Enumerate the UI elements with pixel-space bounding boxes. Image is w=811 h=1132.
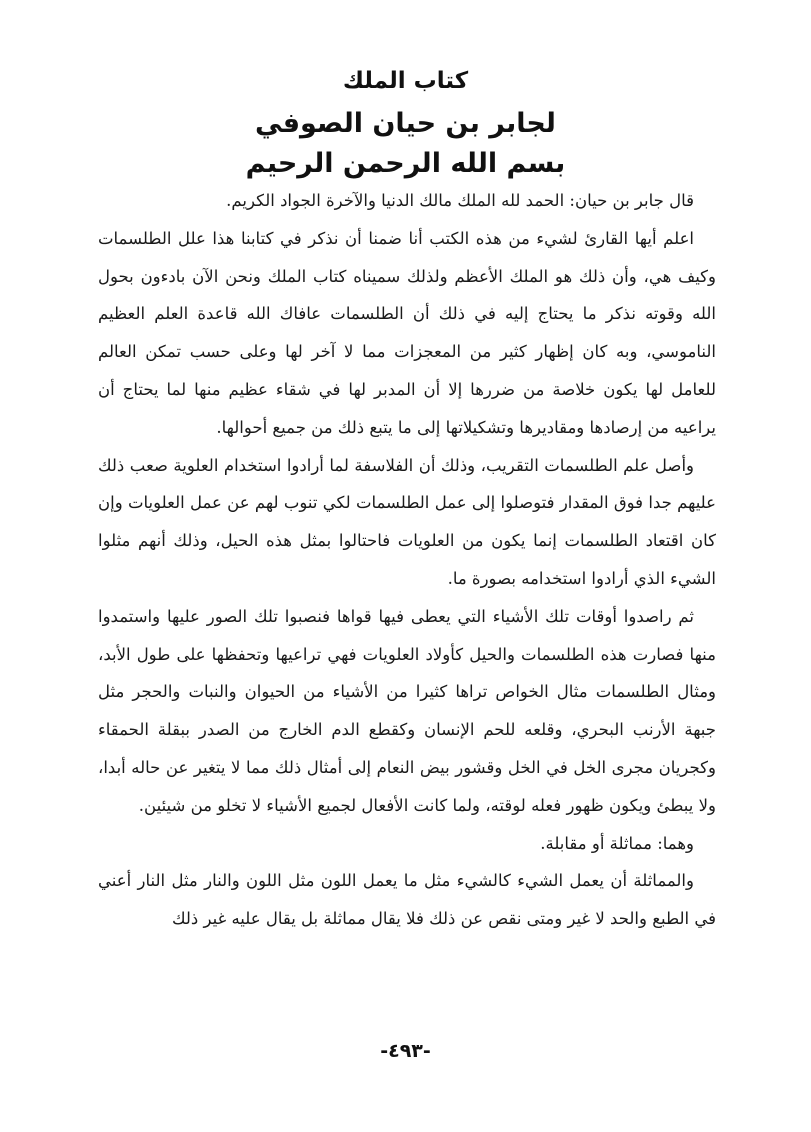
page-number: -٤٩٣-	[380, 1040, 431, 1062]
paragraph: ثم راصدوا أوقات تلك الأشياء التي يعطى فيها قواها فنصبوا تلك الصور عليها واستمدوا منها فصارت هذه الطلسمات والحيل كأولاد العلويات فهي تراعيها وتحفظها على طول الأبد، ومثال الطلسمات مثال الخواص تراها كثيرا من الأشياء من الحيوان والنبات والحجر مثل جبهة الأرنب البحري، وقلعه للحم الإنسان وكقطع الدم الخارج من الصدر ببقلة الحمقاء وكجريان مجرى الخل في الخل وقشور بيض النعام إلى أمثال ذلك مما لا يتغير عن حاله أبدا، ولا يبطئ ويكون ظهور فعله لوقته، ولما كانت الأفعال لجميع الأشياء لا تخلو من شيئين.	[98, 606, 716, 815]
paragraph: وهما: مماثلة أو مقابلة.	[540, 833, 694, 853]
body-text	[98, 182, 716, 1032]
paragraph: وأصل علم الطلسمات التقريب، وذلك أن الفلاسفة لما أرادوا استخدام العلوية صعب ذلك عليهم جدا فوق المقدار فتوصلوا إلى عمل الطلسمات لكي تنوب لهم عن عمل العلويات وإن كان اقتعاد الطلسمات إنما يكون من العلويات فاحتالوا بمثل هذه الحيل، وذلك أنهم مثلوا الشيء الذي أرادوا استخدامه بصورة ما.	[98, 455, 716, 588]
author-line: لجابر بن حيان الصوفي	[255, 108, 556, 139]
paragraph: اعلم أيها القارئ لشيء من هذه الكتب أنا ضمنا أن نذكر في كتابنا هذا علل الطلسمات وكيف هي، وأن ذلك هو الملك الأعظم ولذلك سميناه كتاب الملك ونحن الآن بادءون بحول الله وقوته نذكر ما يحتاج إليه في ذلك أن الطلسمات عافاك الله قاعدة العلم العظيم الناموسي، وبه كان إظهار كثير من المعجزات مما لا آخر لها وعلى حسب تمكن العالم للعامل لها يكون خلاصة من ضررها إلا أن المدبر لها في شقاء عظيم منها لما يحتاج أن يراعيه من إرصادها ومقاديرها وتشكيلاتها إلى ما يتبع ذلك من جميع أحوالها.	[98, 228, 716, 437]
book-title: كتاب الملك	[342, 68, 469, 94]
basmala-heading: بسم الله الرحمن الرحيم	[245, 148, 566, 179]
paragraph: قال جابر بن حيان: الحمد لله الملك مالك الدنيا والآخرة الجواد الكريم.	[226, 191, 694, 210]
paragraph: والمماثلة أن يعمل الشيء كالشيء مثل ما يعمل اللون مثل اللون والنار مثل النار أعني في الطبع والحد لا غير ومتى نقص عن ذلك فلا يقال مماثلة بل يقال عليه غير ذلك	[98, 871, 716, 929]
